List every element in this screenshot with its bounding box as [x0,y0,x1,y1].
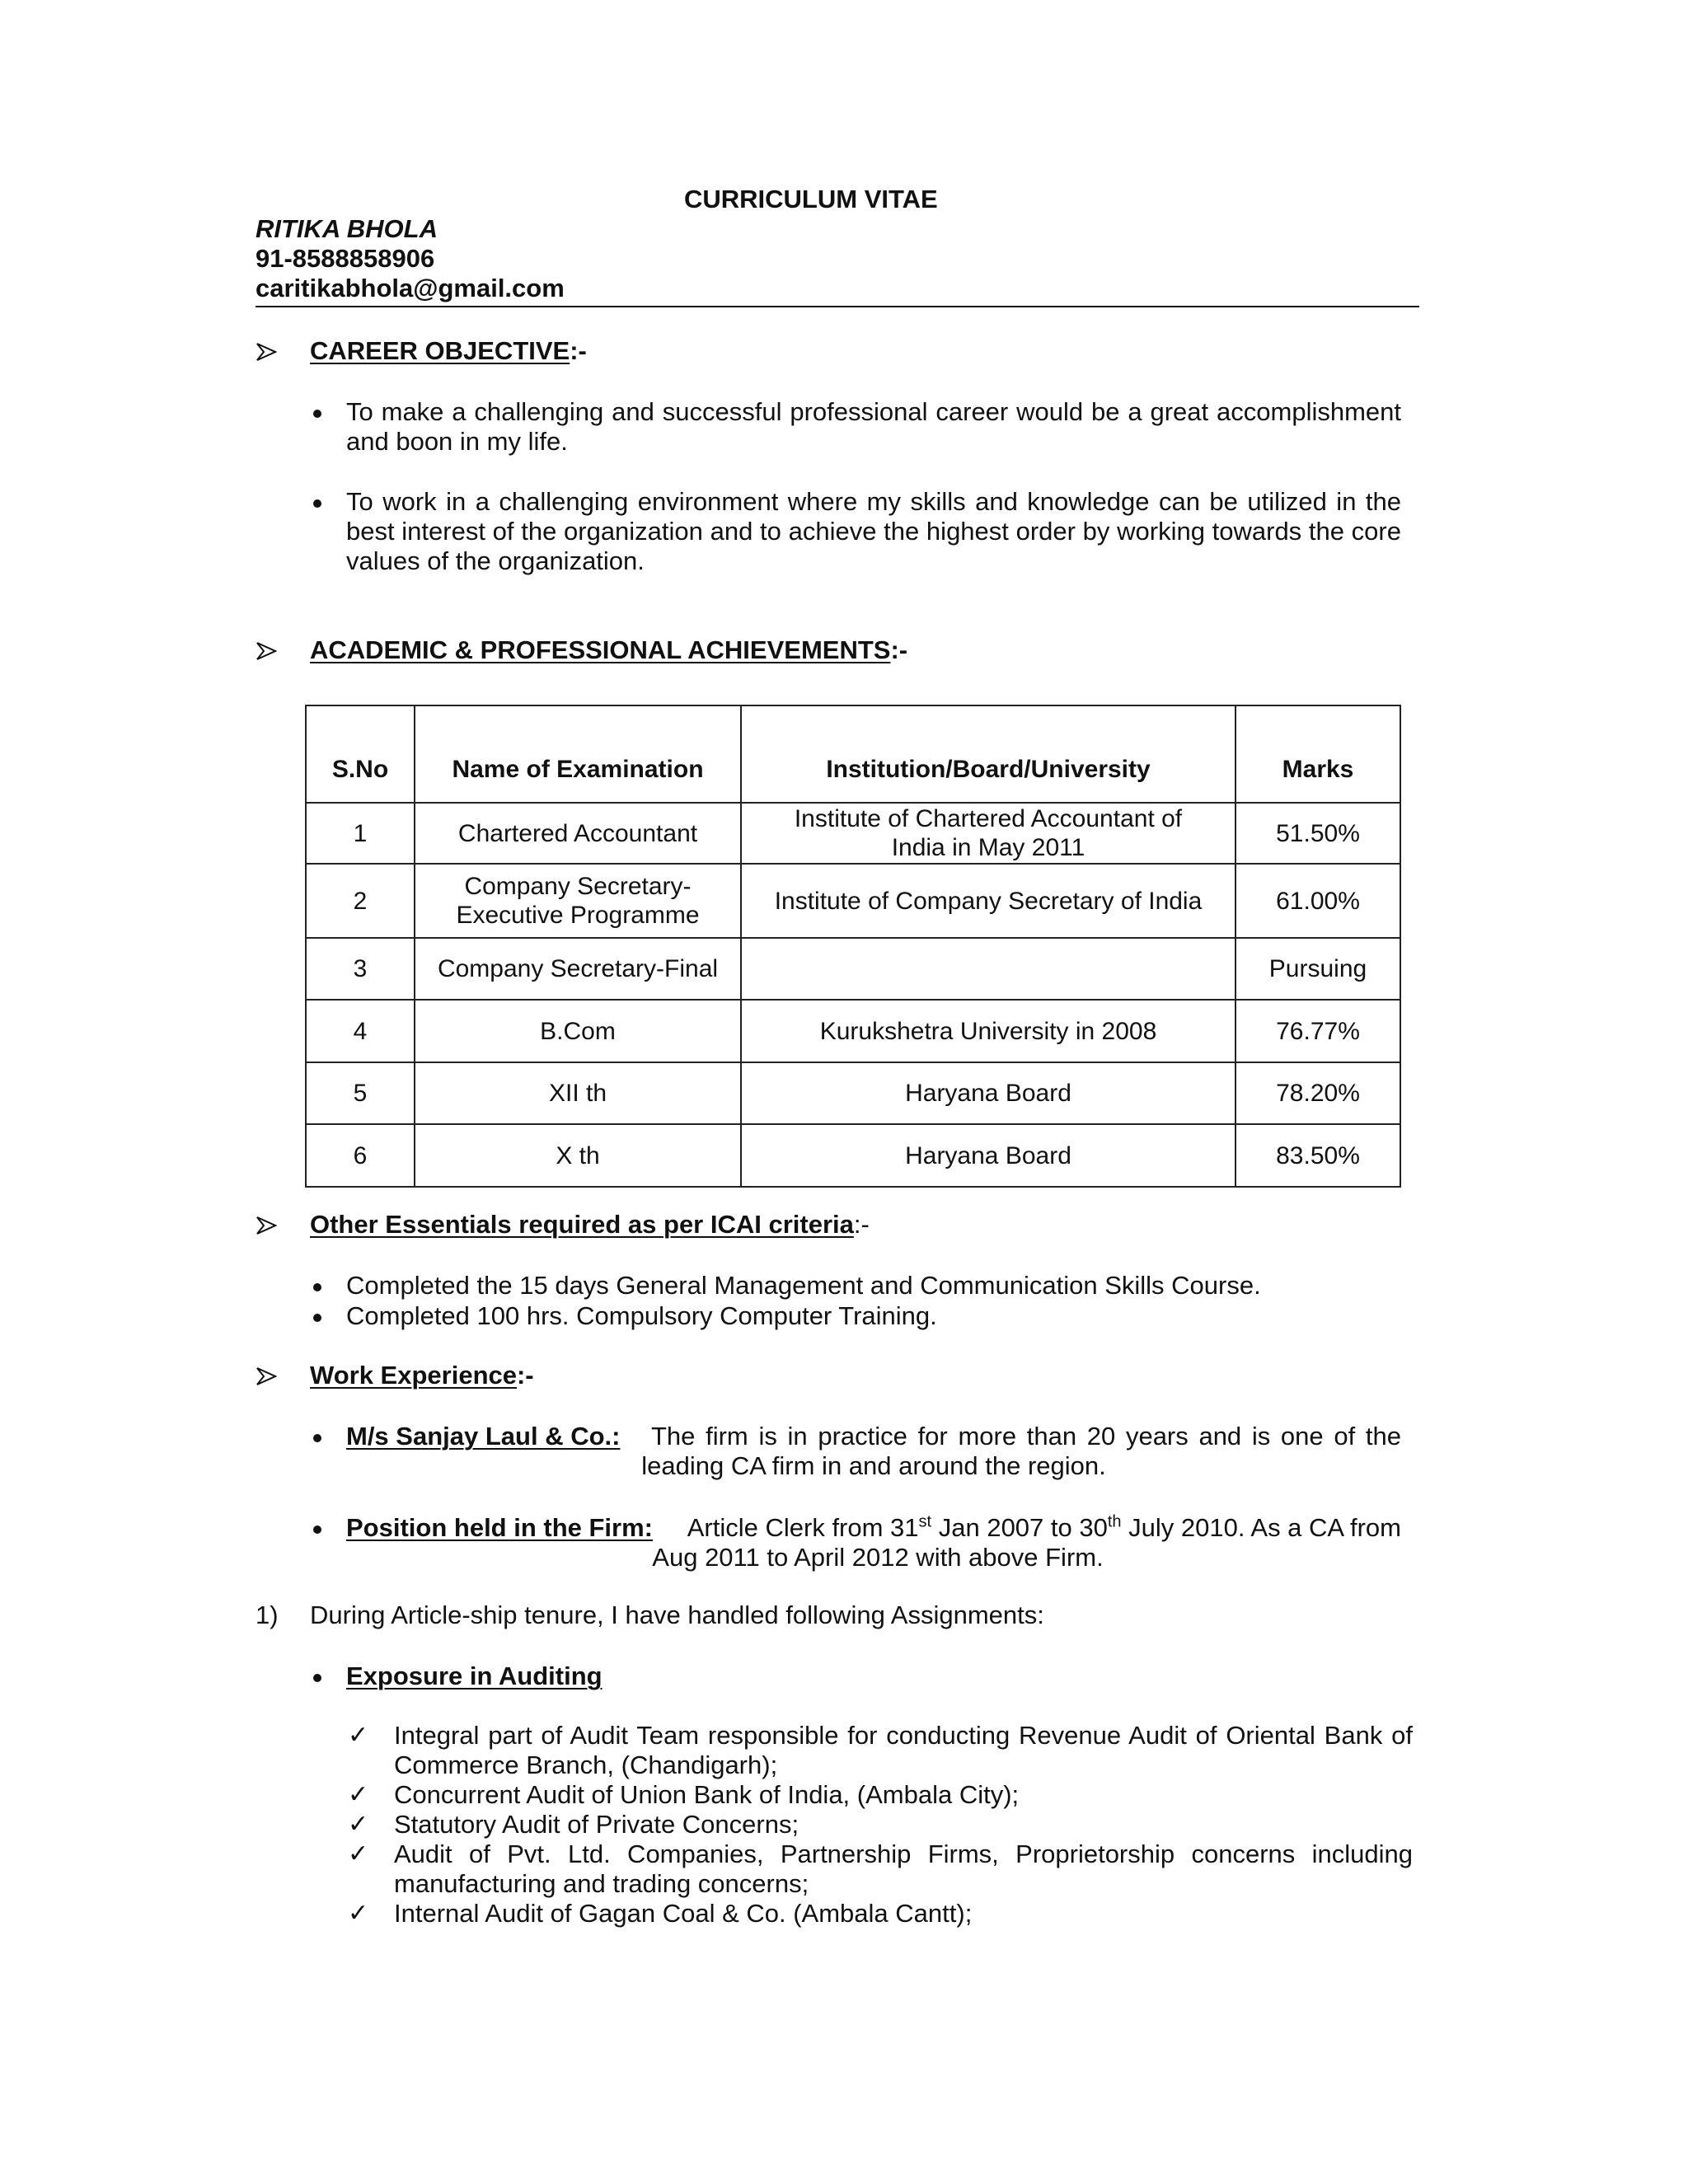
firm-description-continued: leading CA firm in and around the region. [641,1451,1106,1480]
email-address: caritikabhola@gmail.com [256,274,565,302]
exam-cell: XII th [415,1062,741,1124]
marks-cell: 76.77% [1236,1000,1400,1062]
bullet-dot-icon [313,410,321,418]
phone-number: 91-8588858906 [256,244,435,273]
marks-cell: Pursuing [1236,938,1400,1000]
arrowhead-icon [256,1215,277,1236]
column-header: Institution/Board/University [741,705,1236,803]
sno-cell: 6 [306,1124,415,1187]
position-text: Article Clerk from 31 [687,1513,919,1542]
bullet-dot-icon [313,1434,321,1442]
position-text: July 2010. As a CA from [1128,1513,1401,1542]
marks-cell: 83.50% [1236,1124,1400,1187]
exam-cell: B.Com [415,1000,741,1062]
table-row [306,803,1400,864]
sno-cell: 3 [306,938,415,1000]
exam-cell: Chartered Accountant [415,803,741,864]
essentials-item: Completed 100 hrs. Compulsory Computer Training. [346,1301,937,1330]
career-objective-item: To work in a challenging environment where my skills and knowledge can be utilized in the best interest of the organization and to achieve the highest order by working towards the core values of the organization. [346,487,1401,575]
sno-cell: 2 [306,864,415,938]
bullet-dot-icon [313,1314,321,1322]
bullet-dot-icon [313,499,321,508]
table-header-row [306,705,1400,803]
column-header: S.No [306,705,415,803]
header-divider [256,306,1419,307]
bullet-dot-icon [313,1526,321,1534]
academic-heading [310,635,907,665]
essentials-title: Other Essentials required as per ICAI criteria [310,1210,854,1239]
arrowhead-icon [256,640,277,662]
career-objective-title: CAREER OBJECTIVE [310,336,570,365]
marks-cell: 51.50% [1236,803,1400,864]
column-header: Marks [1236,705,1400,803]
position-details [687,1513,1401,1543]
position-sup: th [1107,1512,1122,1531]
institution-cell: Institute of Company Secretary of India [741,864,1236,938]
marks-cell: 61.00% [1236,864,1400,938]
candidate-name: RITIKA BHOLA [256,214,438,243]
institution-cell: Kurukshetra University in 2008 [741,1000,1236,1062]
institution-cell: Institute of Chartered Accountant of India in May 2011 [741,803,1236,864]
career-objective-suffix: :- [570,336,587,365]
work-heading [310,1361,534,1390]
exam-cell: Company Secretary-Final [415,938,741,1000]
position-label: Position held in the Firm: [346,1513,653,1542]
position-sup: st [918,1512,932,1531]
exam-cell: X th [415,1124,741,1187]
work-title: Work Experience [310,1361,517,1390]
career-objective-heading [310,336,587,366]
auditing-item: Integral part of Audit Team responsible for conducting Revenue Audit of Oriental Bank of Commerce Branch, (Chandigarh); [394,1721,1413,1779]
sno-cell: 5 [306,1062,415,1124]
checkmark-icon: ✓ [348,1811,369,1838]
bullet-dot-icon [313,1283,321,1291]
table-row [306,864,1400,938]
essentials-suffix: :- [853,1210,870,1239]
position-text: Jan 2007 to 30 [938,1513,1108,1542]
firm-name: M/s Sanjay Laul & Co.: [346,1422,621,1451]
academic-suffix: :- [890,635,908,664]
marks-cell: 78.20% [1236,1062,1400,1124]
articleship-number: 1) [256,1601,279,1629]
academic-title: ACADEMIC & PROFESSIONAL ACHIEVEMENTS [310,635,891,664]
bullet-dot-icon [313,1674,321,1682]
arrowhead-icon [256,1366,277,1387]
column-header: Name of Examination [415,705,741,803]
table-row [306,1062,1400,1124]
auditing-item: Concurrent Audit of Union Bank of India, (Ambala City); [394,1780,1020,1809]
table-row [306,1124,1400,1187]
position-line [346,1513,1401,1543]
auditing-item: Audit of Pvt. Ltd. Companies, Partnership Firms, Proprietorship concerns including manufacturing and trading concerns; [394,1840,1413,1898]
position-details-continued: Aug 2011 to April 2012 with above Firm. [652,1543,1104,1572]
institution-cell: Haryana Board [741,1124,1236,1187]
sno-cell: 4 [306,1000,415,1062]
table-row [306,1000,1400,1062]
academic-table [305,705,1401,1188]
arrowhead-icon [256,341,277,363]
auditing-heading: Exposure in Auditing [346,1661,603,1690]
institution-cell [741,938,1236,1000]
firm-line [346,1422,1401,1451]
auditing-item: Internal Audit of Gagan Coal & Co. (Ambala Cantt); [394,1899,973,1928]
checkmark-icon: ✓ [348,1900,369,1927]
essentials-heading [310,1210,870,1240]
firm-description: The firm is in practice for more than 20 years and is one of the [651,1422,1401,1451]
table-row [306,938,1400,1000]
checkmark-icon: ✓ [348,1781,369,1808]
document-title: CURRICULUM VITAE [684,185,938,213]
essentials-item: Completed the 15 days General Management and Communication Skills Course. [346,1271,1261,1300]
work-suffix: :- [516,1361,534,1390]
checkmark-icon: ✓ [348,1722,369,1749]
exam-cell: Company Secretary-Executive Programme [415,864,741,938]
checkmark-icon: ✓ [348,1840,369,1868]
articleship-text: During Article-ship tenure, I have handled following Assignments: [310,1601,1044,1629]
auditing-item: Statutory Audit of Private Concerns; [394,1810,799,1839]
career-objective-item: To make a challenging and successful professional career would be a great accomplishment and boon in my life. [346,397,1401,456]
sno-cell: 1 [306,803,415,864]
institution-cell: Haryana Board [741,1062,1236,1124]
